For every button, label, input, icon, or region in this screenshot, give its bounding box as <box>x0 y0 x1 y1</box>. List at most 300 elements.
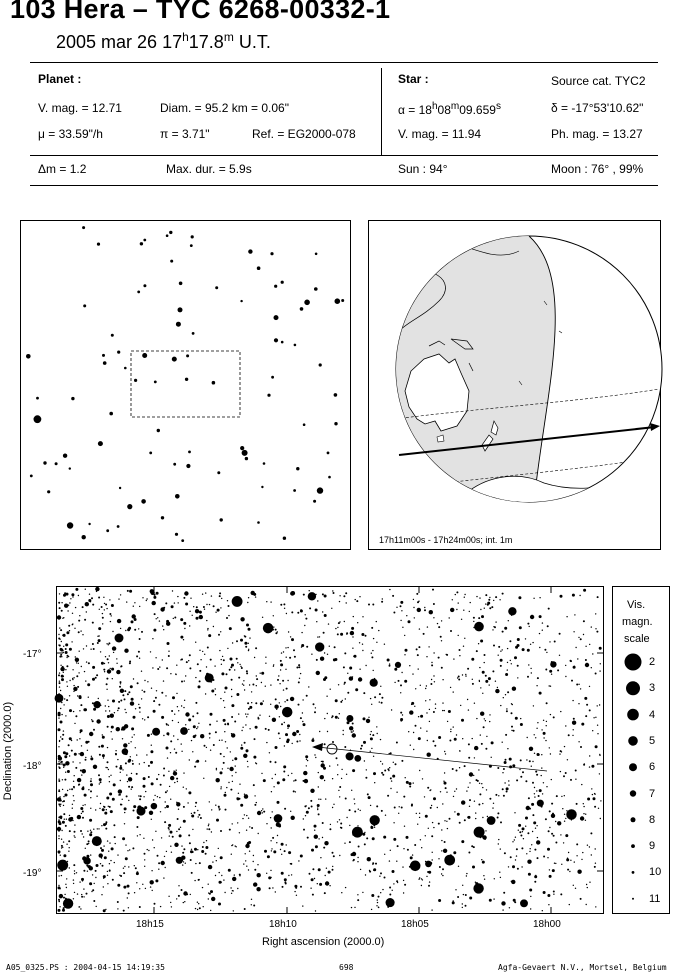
chart-star <box>589 755 590 756</box>
chart-star <box>449 740 451 742</box>
chart-star <box>309 607 311 609</box>
chart-star <box>67 610 68 611</box>
chart-star <box>216 768 217 769</box>
chart-star <box>248 597 249 598</box>
chart-star <box>66 844 67 845</box>
chart-star <box>92 874 93 875</box>
finder-star <box>98 441 103 446</box>
chart-star <box>192 715 194 717</box>
chart-star <box>352 676 353 677</box>
chart-star <box>293 649 295 651</box>
chart-star <box>102 754 105 757</box>
chart-star <box>537 722 538 723</box>
chart-star <box>499 599 500 600</box>
chart-star <box>108 706 109 707</box>
chart-star <box>174 748 175 749</box>
footer-company: Agfa-Gevaert N.V., Mortsel, Belgium <box>498 963 667 972</box>
chart-star <box>345 798 347 800</box>
chart-star <box>371 653 372 654</box>
chart-star <box>147 849 148 850</box>
chart-star <box>473 883 483 893</box>
chart-star <box>520 759 522 761</box>
chart-star <box>565 834 568 837</box>
chart-star <box>581 784 582 785</box>
chart-star <box>473 621 474 622</box>
chart-star <box>542 630 543 631</box>
chart-star <box>265 663 266 664</box>
chart-star <box>266 823 267 824</box>
chart-star <box>213 744 215 746</box>
chart-star <box>94 883 95 884</box>
chart-star <box>500 705 501 706</box>
chart-star <box>169 786 170 787</box>
finder-star <box>140 242 143 245</box>
chart-star <box>254 804 256 806</box>
chart-star <box>534 734 535 735</box>
chart-star <box>136 754 137 755</box>
chart-star <box>343 734 344 735</box>
chart-star <box>61 860 63 862</box>
chart-star <box>542 793 543 794</box>
chart-star <box>183 772 184 773</box>
chart-star <box>107 715 110 718</box>
scale-magnitude-label: 10 <box>649 866 662 879</box>
chart-star <box>115 750 116 751</box>
chart-star <box>180 727 188 735</box>
chart-star <box>231 664 234 667</box>
chart-star <box>166 724 168 726</box>
detail-star-field <box>57 587 603 913</box>
chart-star <box>510 856 512 858</box>
chart-star <box>491 757 492 758</box>
max-duration: Max. dur. = 5.9s <box>166 162 252 176</box>
chart-star <box>394 682 395 683</box>
chart-star <box>316 621 317 622</box>
scale-magnitude-label: 5 <box>649 734 656 747</box>
chart-star <box>536 728 537 729</box>
chart-star <box>69 709 72 712</box>
chart-star <box>117 854 118 855</box>
chart-star <box>332 869 334 871</box>
chart-star <box>484 879 485 880</box>
chart-star <box>481 835 484 838</box>
chart-star <box>129 661 131 663</box>
finder-star <box>55 462 58 465</box>
chart-star <box>285 647 286 648</box>
chart-star <box>62 909 65 912</box>
chart-star <box>272 778 273 779</box>
chart-star <box>240 666 241 667</box>
chart-star <box>523 838 524 839</box>
chart-star <box>244 689 245 690</box>
chart-star <box>403 796 405 798</box>
chart-star <box>305 618 307 620</box>
chart-star <box>479 783 480 784</box>
chart-star <box>261 672 264 675</box>
finder-star <box>157 429 160 432</box>
chart-star <box>474 703 475 704</box>
chart-star <box>305 614 306 615</box>
chart-star <box>485 603 486 604</box>
chart-star <box>74 892 75 893</box>
chart-star <box>122 738 123 739</box>
chart-star <box>395 662 401 668</box>
chart-star <box>392 775 395 778</box>
chart-star <box>371 909 372 910</box>
chart-star <box>322 822 324 824</box>
chart-star <box>474 622 484 632</box>
chart-star <box>176 778 178 780</box>
chart-star <box>293 790 295 792</box>
chart-star <box>583 803 584 804</box>
chart-star <box>58 885 59 886</box>
chart-star <box>232 775 233 776</box>
chart-star <box>65 825 67 827</box>
chart-star <box>75 607 76 608</box>
chart-star <box>379 876 380 877</box>
chart-star <box>536 790 537 791</box>
alpha-m-sup: m <box>450 101 460 112</box>
chart-star <box>141 671 142 672</box>
chart-star <box>275 698 277 700</box>
chart-star <box>98 698 99 699</box>
chart-star <box>600 818 601 819</box>
chart-star <box>227 723 229 725</box>
chart-star <box>345 592 347 594</box>
chart-star <box>600 800 601 801</box>
chart-star <box>196 617 199 620</box>
chart-star <box>449 818 451 820</box>
chart-star <box>284 722 285 723</box>
finder-star <box>240 446 244 450</box>
chart-star <box>442 702 443 703</box>
chart-star <box>91 891 92 892</box>
chart-star <box>63 897 65 899</box>
chart-star <box>549 670 552 673</box>
chart-star <box>239 784 240 785</box>
chart-star <box>220 631 221 632</box>
chart-star <box>520 723 523 726</box>
chart-star <box>103 878 104 879</box>
chart-star <box>314 825 317 828</box>
chart-star <box>283 651 284 652</box>
chart-star <box>133 606 134 607</box>
chart-star <box>512 704 513 705</box>
finder-star <box>315 253 318 256</box>
chart-star <box>88 840 90 842</box>
chart-star <box>143 796 144 797</box>
chart-star <box>442 679 443 680</box>
chart-star <box>355 688 358 691</box>
chart-star <box>183 707 184 708</box>
chart-star <box>332 590 333 591</box>
chart-star <box>272 629 274 631</box>
chart-star <box>171 710 173 712</box>
chart-star <box>195 702 197 704</box>
chart-star <box>491 741 494 744</box>
chart-star <box>78 784 80 786</box>
chart-star <box>410 745 411 746</box>
chart-star <box>579 595 580 596</box>
chart-star <box>107 871 108 872</box>
chart-star <box>567 858 568 859</box>
chart-star <box>122 799 123 800</box>
chart-star <box>452 599 453 600</box>
chart-star <box>105 828 107 830</box>
chart-star <box>583 813 584 814</box>
chart-star <box>155 831 156 832</box>
chart-star <box>281 843 284 846</box>
finder-star <box>134 379 137 382</box>
chart-star <box>82 606 84 608</box>
chart-star <box>476 650 478 652</box>
chart-star <box>533 598 534 599</box>
chart-star <box>151 688 152 689</box>
chart-star <box>259 715 260 716</box>
chart-star <box>203 906 204 907</box>
chart-star <box>95 704 96 705</box>
chart-star <box>371 731 372 732</box>
chart-star <box>96 906 97 907</box>
chart-star <box>137 805 141 809</box>
chart-star <box>589 846 590 847</box>
chart-star <box>112 738 113 739</box>
chart-star <box>136 872 139 875</box>
chart-star <box>310 789 314 793</box>
chart-star <box>198 814 200 816</box>
chart-star <box>280 604 282 606</box>
chart-star <box>185 863 186 864</box>
chart-star <box>205 693 206 694</box>
chart-star <box>502 631 504 633</box>
finder-star <box>281 281 284 284</box>
chart-star <box>273 664 274 665</box>
chart-star <box>158 704 160 706</box>
chart-star <box>88 789 89 790</box>
chart-star <box>441 850 442 851</box>
chart-star <box>74 775 75 776</box>
chart-star <box>127 897 128 898</box>
chart-star <box>595 717 596 718</box>
chart-star <box>134 892 135 893</box>
chart-star <box>72 804 73 805</box>
chart-star <box>125 712 126 713</box>
chart-star <box>492 670 494 672</box>
chart-star <box>123 886 126 889</box>
chart-star <box>254 657 255 658</box>
chart-star <box>235 772 236 773</box>
chart-star <box>61 678 64 681</box>
chart-star <box>575 770 577 772</box>
chart-star <box>368 604 370 606</box>
chart-star <box>136 826 138 828</box>
chart-star <box>284 808 286 810</box>
chart-star <box>519 626 522 629</box>
chart-star <box>105 909 106 910</box>
chart-star <box>408 731 409 732</box>
chart-star <box>330 824 331 825</box>
chart-star <box>73 781 74 782</box>
chart-star <box>536 685 537 686</box>
chart-star <box>104 812 107 815</box>
chart-star <box>304 625 305 626</box>
chart-star <box>283 603 285 605</box>
chart-star <box>422 778 423 779</box>
finder-star <box>170 260 173 263</box>
chart-star <box>63 672 64 673</box>
star-delta: δ = -17°53'10.62" <box>551 101 644 115</box>
finder-star <box>283 537 286 540</box>
chart-star <box>109 793 112 796</box>
chart-star <box>273 850 276 853</box>
chart-star <box>131 727 134 730</box>
chart-star <box>152 638 153 639</box>
chart-star <box>86 843 88 845</box>
chart-star <box>387 659 390 662</box>
chart-star <box>59 906 60 907</box>
chart-star <box>497 817 499 819</box>
chart-star <box>166 667 168 669</box>
chart-star <box>174 782 175 783</box>
chart-star <box>77 893 78 894</box>
chart-star <box>318 786 319 787</box>
chart-star <box>66 665 68 667</box>
chart-star <box>196 606 198 608</box>
chart-star <box>528 664 529 665</box>
chart-star <box>275 629 277 631</box>
chart-star <box>135 747 136 748</box>
chart-star <box>508 780 509 781</box>
chart-star <box>552 869 555 872</box>
chart-star <box>529 747 533 751</box>
chart-star <box>543 720 544 721</box>
chart-star <box>177 781 178 782</box>
chart-star <box>587 887 588 888</box>
chart-star <box>325 798 326 799</box>
chart-star <box>581 859 582 860</box>
chart-star <box>189 842 191 844</box>
chart-star <box>594 793 595 794</box>
chart-star <box>543 737 544 738</box>
chart-star <box>170 799 171 800</box>
chart-star <box>380 686 381 687</box>
chart-star <box>205 853 207 855</box>
chart-star <box>107 669 111 673</box>
chart-star <box>90 778 91 779</box>
chart-star <box>382 774 384 776</box>
chart-star <box>512 764 515 767</box>
chart-star <box>486 736 487 737</box>
chart-star <box>291 611 293 613</box>
finder-star-field <box>21 221 350 549</box>
chart-star <box>103 875 106 878</box>
chart-star <box>549 875 552 878</box>
chart-star <box>89 865 91 867</box>
chart-star <box>255 596 256 597</box>
chart-star <box>63 730 64 731</box>
chart-star <box>59 894 63 898</box>
chart-star <box>83 896 84 897</box>
chart-star <box>82 811 84 813</box>
chart-star <box>433 603 435 605</box>
chart-star <box>127 693 129 695</box>
chart-star <box>231 696 232 697</box>
chart-star <box>515 859 516 860</box>
chart-star <box>74 824 75 825</box>
chart-star <box>593 717 594 718</box>
chart-star <box>308 807 310 809</box>
chart-star <box>458 635 459 636</box>
chart-star <box>504 761 507 764</box>
chart-star <box>427 740 428 741</box>
chart-star <box>592 653 593 654</box>
chart-star <box>89 594 90 595</box>
chart-star <box>107 767 108 768</box>
chart-star <box>226 787 227 788</box>
chart-star <box>377 902 378 903</box>
chart-star <box>106 643 107 644</box>
chart-star <box>358 846 360 848</box>
finder-star <box>240 300 242 302</box>
chart-star <box>446 821 447 822</box>
chart-star <box>322 593 324 595</box>
chart-star <box>208 824 209 825</box>
chart-star <box>545 669 547 671</box>
chart-star <box>481 615 484 618</box>
finder-star <box>319 363 322 366</box>
finder-star <box>30 475 33 478</box>
chart-star <box>419 877 420 878</box>
chart-star <box>515 837 516 838</box>
chart-star <box>232 760 233 761</box>
chart-star <box>337 633 339 635</box>
chart-star <box>243 863 244 864</box>
chart-star <box>112 879 114 881</box>
chart-star <box>440 636 442 638</box>
chart-star <box>57 615 61 619</box>
chart-star <box>79 651 80 652</box>
chart-star <box>278 732 280 734</box>
chart-star <box>325 881 329 885</box>
chart-star <box>405 649 408 652</box>
chart-star <box>181 751 182 752</box>
chart-star <box>246 815 247 816</box>
chart-star <box>551 803 553 805</box>
chart-star <box>578 741 579 742</box>
chart-star <box>453 851 456 854</box>
chart-star <box>346 715 353 722</box>
chart-star <box>61 839 62 840</box>
chart-star <box>282 886 284 888</box>
chart-star <box>263 811 265 813</box>
chart-star <box>102 613 103 614</box>
chart-star <box>106 683 108 685</box>
chart-star <box>124 690 126 692</box>
chart-star <box>173 770 174 771</box>
chart-star <box>401 610 402 611</box>
chart-star <box>465 675 466 676</box>
chart-star <box>489 899 492 902</box>
chart-star <box>61 864 64 867</box>
chart-star <box>244 814 245 815</box>
chart-star <box>77 815 81 819</box>
chart-star <box>215 612 216 613</box>
chart-star <box>90 797 91 798</box>
finder-star <box>294 344 297 347</box>
chart-star <box>583 634 584 635</box>
chart-star <box>263 700 264 701</box>
chart-star <box>92 666 95 669</box>
